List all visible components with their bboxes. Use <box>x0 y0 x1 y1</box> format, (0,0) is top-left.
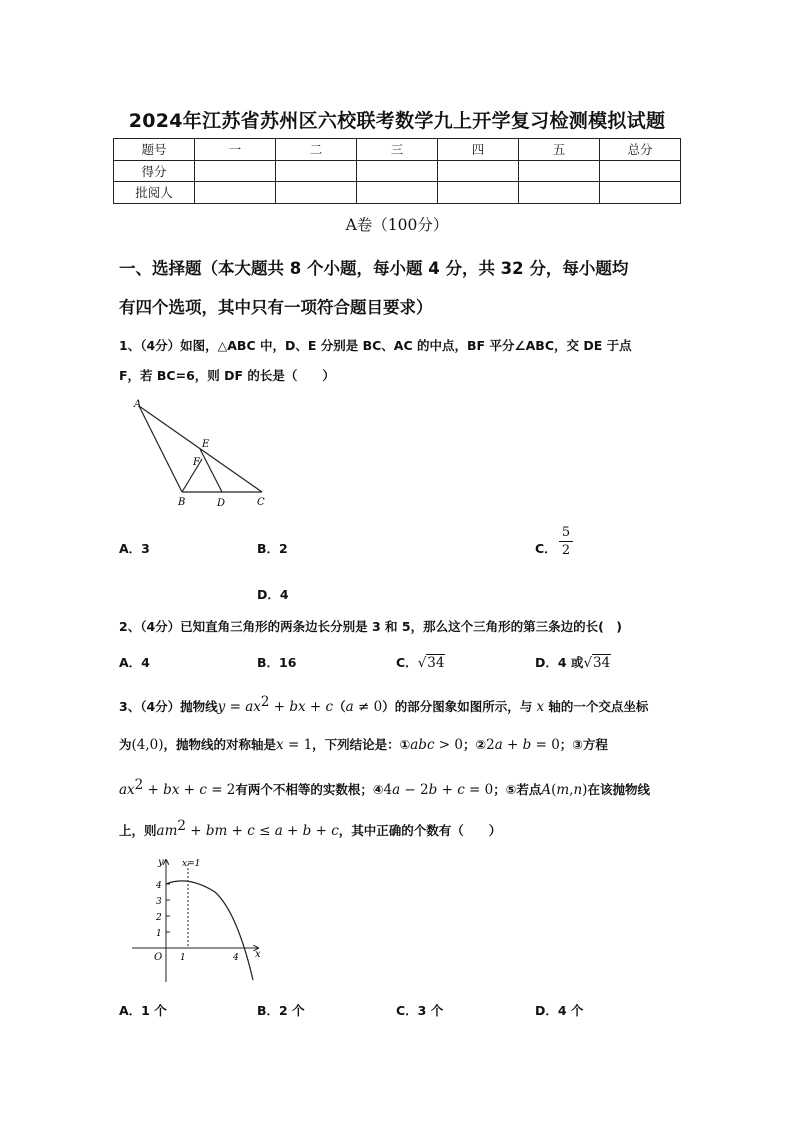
table-cell[interactable] <box>438 182 519 204</box>
origin-label: O <box>154 952 163 963</box>
fraction-numerator: 5 <box>561 525 571 540</box>
q3-option-c[interactable]: C．3 个 <box>396 1003 444 1018</box>
part1-heading-line1: 一、选择题（本大题共 8 个小题，每小题 4 分，共 32 分，每小题均 <box>119 259 629 278</box>
table-cell: 一 <box>195 139 276 161</box>
table-row <box>114 160 681 182</box>
part1-heading-line2: 有四个选项，其中只有一项符合题目要求） <box>119 298 433 317</box>
table-cell: 批阅人 <box>114 182 195 204</box>
q3-option-a[interactable]: A．1 个 <box>119 1003 167 1018</box>
q3-line1: 3、（4分）抛物线$y = ax^2$ + bx + c（a ≠ 0）的部分图象如图所示，与 x 轴的一个交点坐标 <box>119 694 649 716</box>
table-cell: 得分 <box>114 160 195 182</box>
q3-line4: 上，则$am^2$ + bm + c ≤ a + b + c，其中正确的个数有（ ） <box>119 818 502 840</box>
y-tick-label: 2 <box>156 913 162 923</box>
table-cell[interactable] <box>276 160 357 182</box>
table-cell[interactable] <box>357 182 438 204</box>
label-C: C <box>257 497 265 508</box>
table-cell[interactable] <box>195 182 276 204</box>
q3-option-d[interactable]: D．4 个 <box>535 1003 584 1018</box>
q3-line2: 为(4,0)，抛物线的对称轴是x = 1，下列结论是：①abc > 0；②2a + b = 0；③方程 <box>119 737 608 753</box>
y-axis-label: y <box>158 857 164 868</box>
table-header-row <box>114 139 681 161</box>
table-cell[interactable] <box>600 160 681 182</box>
q2-option-a[interactable]: A．4 <box>119 655 150 670</box>
table-cell: 四 <box>438 139 519 161</box>
label-B: B <box>178 497 186 508</box>
table-cell[interactable] <box>276 182 357 204</box>
q1-option-c-fraction <box>559 525 573 559</box>
q1-option-d[interactable]: D．4 <box>257 587 289 602</box>
y-tick-label: 1 <box>156 929 162 939</box>
label-D: D <box>217 498 226 509</box>
table-cell: 总分 <box>600 139 681 161</box>
table-cell: 二 <box>276 139 357 161</box>
table-cell[interactable] <box>519 182 600 204</box>
q1-option-c[interactable]: C． <box>535 541 557 556</box>
section-a-heading: A卷（100分） <box>345 216 449 234</box>
table-cell: 三 <box>357 139 438 161</box>
q2-text: 2、（4分）已知直角三角形的两条边长分别是 3 和 5，那么这个三角形的第三条边的长( ) <box>119 619 623 634</box>
table-cell[interactable] <box>519 160 600 182</box>
score-table <box>113 138 681 204</box>
q1-line2: F，若 BC=6，则 DF 的长是（ ） <box>119 368 335 383</box>
table-cell[interactable] <box>195 160 276 182</box>
q1-option-a[interactable]: A．3 <box>119 541 150 556</box>
symmetry-axis-label: x=1 <box>182 859 201 869</box>
label-F: F <box>193 457 200 468</box>
label-E: E <box>202 439 210 450</box>
x-tick-label: 4 <box>233 953 239 963</box>
q2-option-c-label: C． <box>396 655 418 670</box>
fraction-denominator: 2 <box>561 543 571 558</box>
q2-option-c[interactable] <box>396 653 445 671</box>
x-tick-label: 1 <box>180 953 186 963</box>
q3-option-b[interactable]: B．2 个 <box>257 1003 305 1018</box>
q1-triangle-figure <box>125 395 275 515</box>
q1-option-b[interactable]: B．2 <box>257 541 288 556</box>
table-cell[interactable] <box>600 182 681 204</box>
label-A: A <box>134 399 142 410</box>
table-cell: 题号 <box>114 139 195 161</box>
q2-option-d[interactable] <box>535 653 611 671</box>
y-tick-label: 4 <box>156 881 162 891</box>
q3-line3: $ax^2$ + bx + c = 2有两个不相等的实数根；④4a − 2b + c = 0；⑤若点A(m,n)在该抛物线 <box>119 777 650 799</box>
table-cell: 五 <box>519 139 600 161</box>
q2-option-b[interactable]: B．16 <box>257 655 297 670</box>
table-cell[interactable] <box>438 160 519 182</box>
q1-line1: 1、（4分）如图，△ABC 中，D、E 分别是 BC、AC 的中点，BF 平分∠ABC，交 DE 于点 <box>119 338 632 353</box>
q2-option-d-label: D．4 或 <box>535 655 584 670</box>
x-axis-label: x <box>255 949 261 960</box>
q3-parabola-graph <box>125 852 275 992</box>
sqrt-expression: √34 <box>417 655 445 671</box>
page-title: 2024年江苏省苏州区六校联考数学九上开学复习检测模拟试题 <box>128 110 666 132</box>
table-cell[interactable] <box>357 160 438 182</box>
y-tick-label: 3 <box>156 897 162 907</box>
sqrt-expression: √34 <box>583 655 611 671</box>
table-row <box>114 182 681 204</box>
